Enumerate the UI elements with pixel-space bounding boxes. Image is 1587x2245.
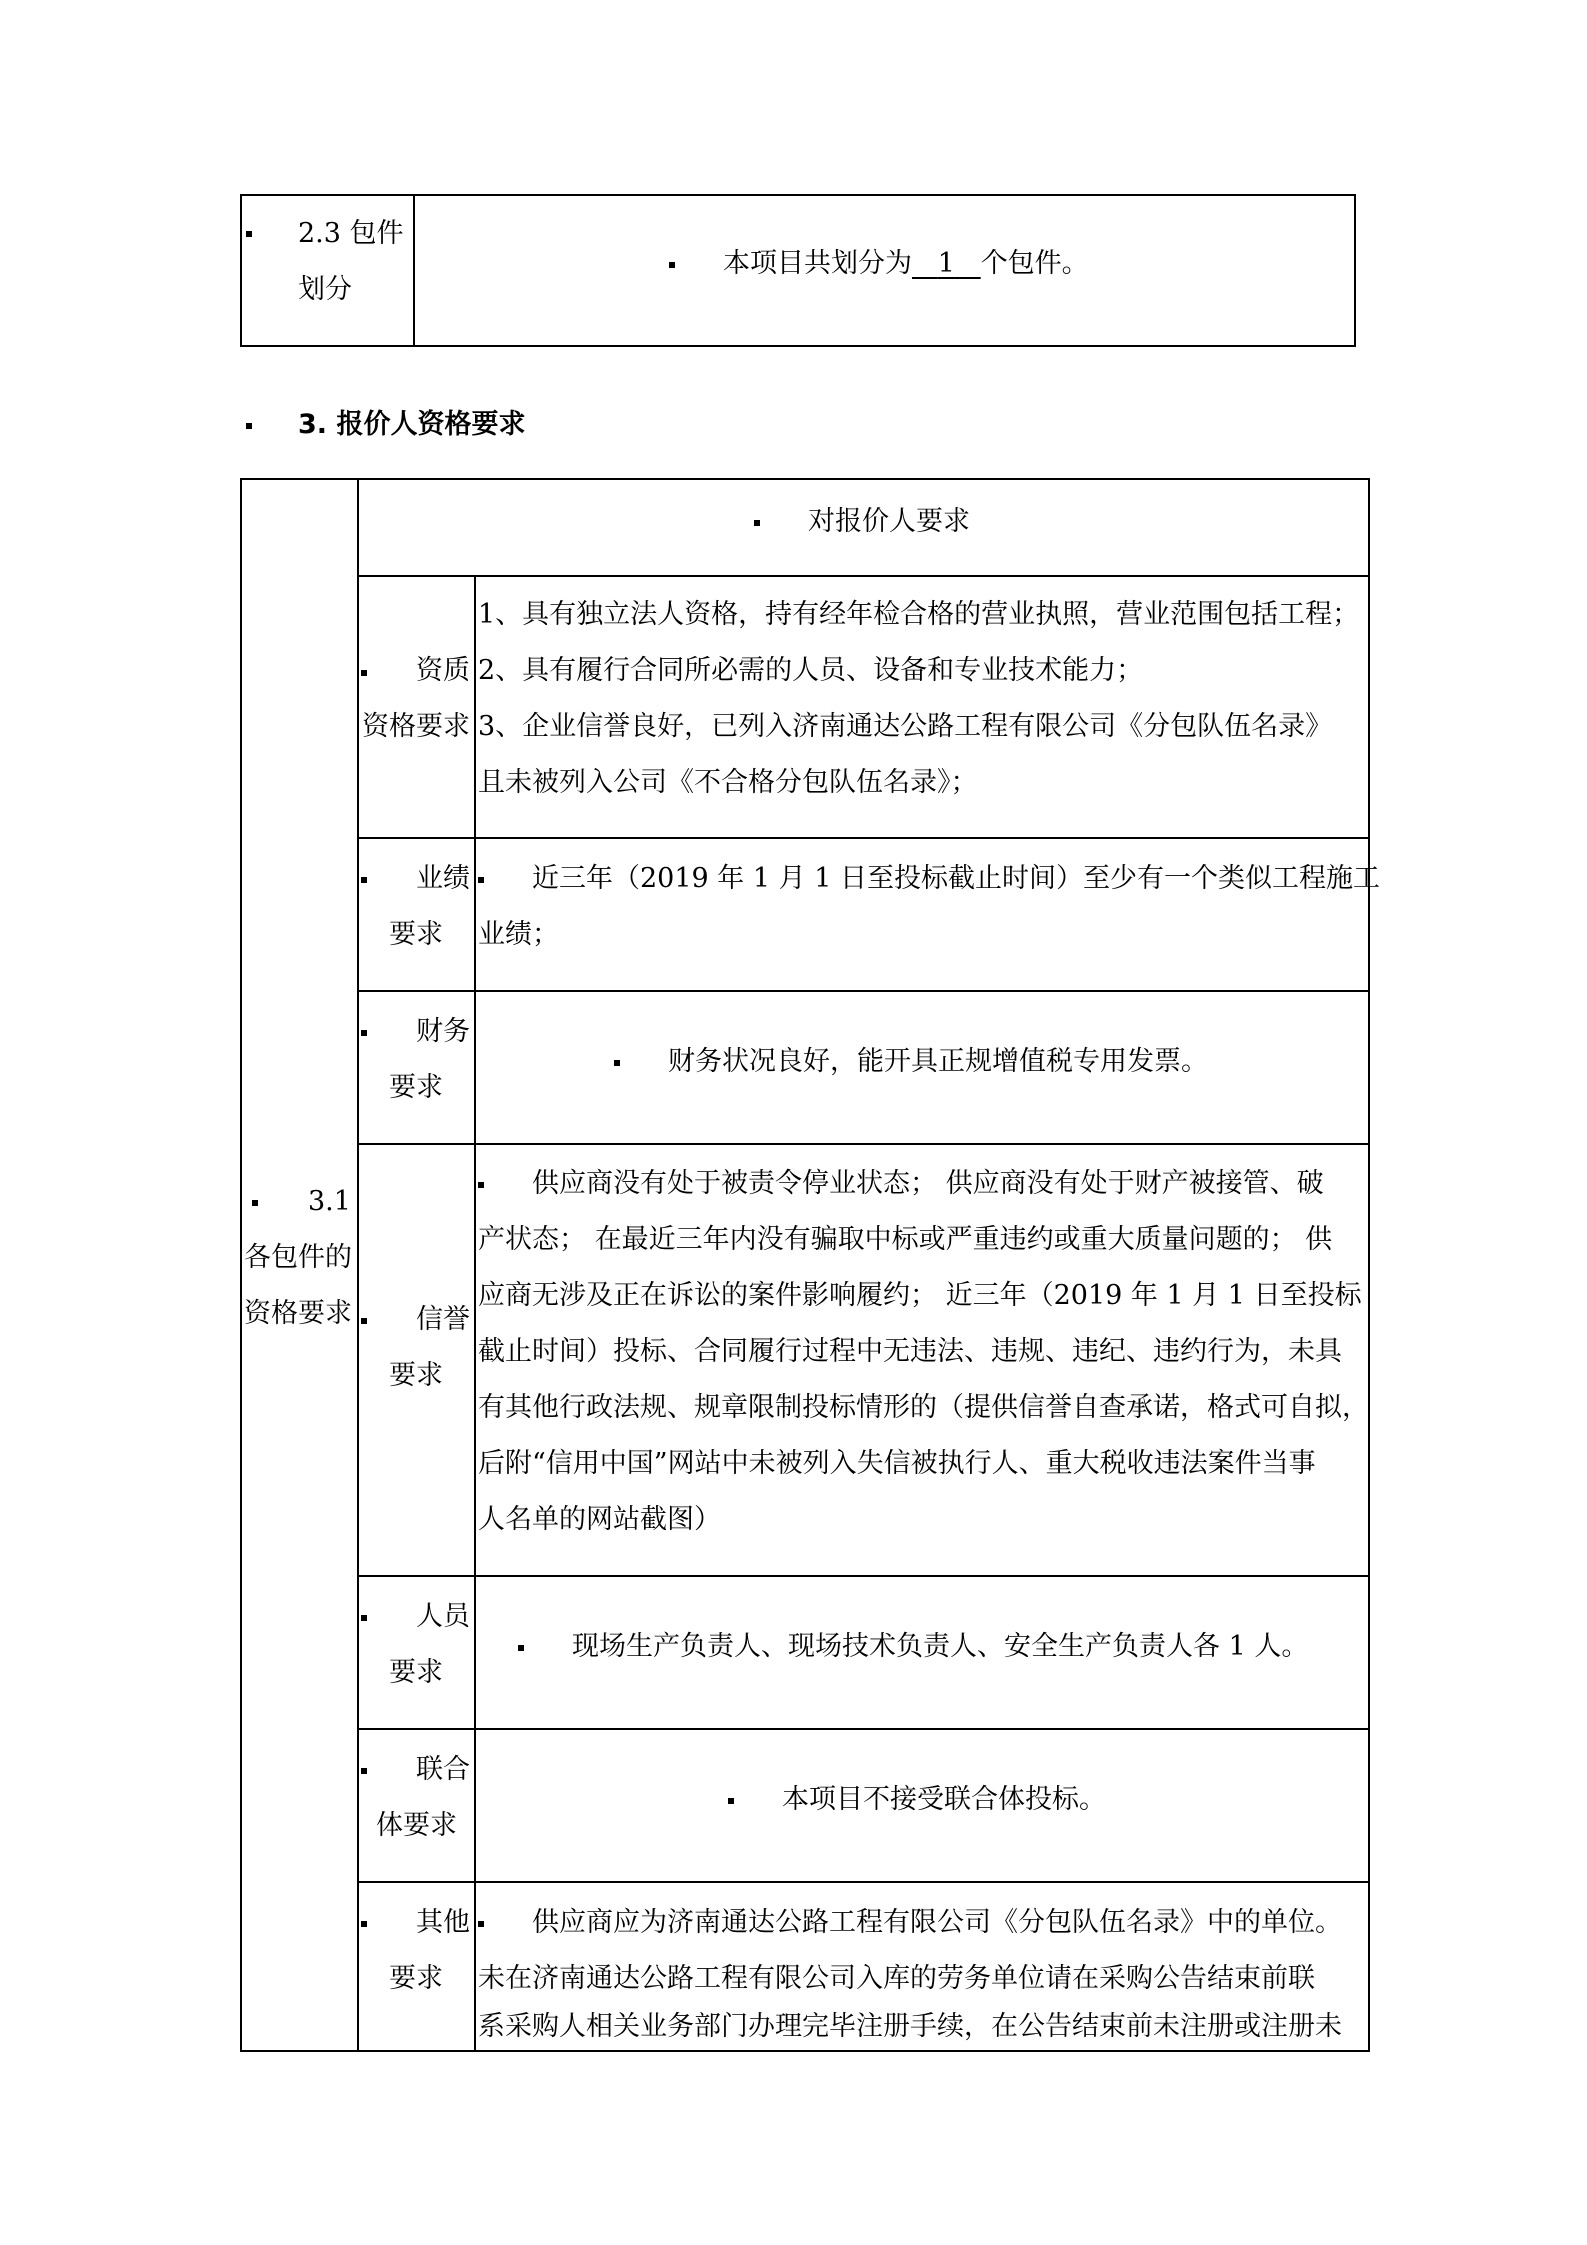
credit-line: 截止时间）投标、合同履行过程中无违法、违规、违纪、违约行为，未具 <box>478 1336 1342 1367</box>
credit-line: 产状态； 在最近三年内没有骗取中标或严重违约或重大质量问题的； 供 <box>478 1224 1333 1255</box>
credit-line: 人名单的网站截图） <box>478 1504 721 1535</box>
credit-line: 有其他行政法规、规章限制投标情形的（提供信誉自查承诺，格式可自拟， <box>478 1392 1369 1423</box>
qualification-line: 1、具有独立法人资格，持有经年检合格的营业执照，营业范围包括工程； <box>478 599 1360 630</box>
other-line: 系采购人相关业务部门办理完毕注册手续，在公告结束前未注册或注册未 <box>478 2011 1342 2042</box>
requirements-header: 对报价人要求 <box>808 506 970 537</box>
row-label-other-line1: 其他 <box>416 1907 470 1938</box>
group-label-line3: 资格要求 <box>244 1298 352 1329</box>
package-content <box>723 236 1089 292</box>
package-count: 1 <box>937 248 955 279</box>
credit-line: 供应商没有处于被责令停业状态； 供应商没有处于财产被接管、破 <box>532 1168 1324 1199</box>
consortium-line: 本项目不接受联合体投标。 <box>782 1784 1106 1815</box>
row-label-other-line2: 要求 <box>389 1963 443 1994</box>
bullet-icon <box>478 1182 484 1188</box>
credit-line: 后附“信用中国”网站中未被列入失信被执行人、重大税收违法案件当事 <box>478 1448 1316 1479</box>
qualification-line: 2、具有履行合同所必需的人员、设备和专业技术能力； <box>478 655 1144 686</box>
qualification-line: 3、企业信誉良好，已列入济南通达公路工程有限公司《分包队伍名录》 <box>478 711 1333 742</box>
row-label-consortium-line2: 体要求 <box>376 1810 457 1841</box>
row-label-personnel-line2: 要求 <box>389 1657 443 1688</box>
section-title: 3. 报价人资格要求 <box>298 409 526 440</box>
bullet-icon <box>478 1921 484 1927</box>
package-label-line2: 划分 <box>298 274 352 305</box>
performance-line: 业绩； <box>478 919 559 950</box>
row-label-credit-line2: 要求 <box>389 1360 443 1391</box>
bullet-icon <box>728 1798 734 1804</box>
row-label-qualification-line2: 资格要求 <box>362 711 470 742</box>
bullet-icon <box>361 1318 367 1324</box>
other-line: 未在济南通达公路工程有限公司入库的劳务单位请在采购公告结束前联 <box>478 1963 1315 1994</box>
package-content-before: 本项目共划分为 <box>723 248 912 279</box>
bullet-icon <box>252 1200 258 1206</box>
bullet-icon <box>669 262 675 268</box>
row-label-performance-line2: 要求 <box>389 919 443 950</box>
bullet-icon <box>614 1060 620 1066</box>
bullet-icon <box>246 231 252 237</box>
bullet-icon <box>246 423 252 429</box>
row-label-consortium-line1: 联合 <box>416 1754 470 1785</box>
bullet-icon <box>361 1030 367 1036</box>
group-label-line1: 3.1 <box>308 1186 351 1217</box>
bullet-icon <box>518 1645 524 1651</box>
bullet-icon <box>361 670 367 676</box>
package-label-line1: 2.3 包件 <box>298 218 404 249</box>
finance-line: 财务状况良好，能开具正规增值税专用发票。 <box>668 1046 1208 1077</box>
bullet-icon <box>361 877 367 883</box>
row-label-qualification-line1: 资质 <box>416 655 470 686</box>
package-content-after: 个包件。 <box>980 248 1089 279</box>
bullet-icon <box>361 1921 367 1927</box>
bullet-icon <box>478 877 484 883</box>
group-label-line2: 各包件的 <box>244 1242 352 1273</box>
other-line: 供应商应为济南通达公路工程有限公司《分包队伍名录》中的单位。 <box>532 1907 1342 1938</box>
qualification-line: 且未被列入公司《不合格分包队伍名录》； <box>478 767 978 798</box>
bullet-icon <box>361 1615 367 1621</box>
personnel-line: 现场生产负责人、现场技术负责人、安全生产负责人各 1 人。 <box>572 1631 1309 1662</box>
row-label-performance-line1: 业绩 <box>416 863 470 894</box>
row-label-finance-line2: 要求 <box>389 1072 443 1103</box>
credit-line: 应商无涉及正在诉讼的案件影响履约； 近三年（2019 年 1 月 1 日至投标 <box>478 1280 1362 1311</box>
bullet-icon <box>361 1768 367 1774</box>
row-label-finance-line1: 财务 <box>416 1016 470 1047</box>
row-label-personnel-line1: 人员 <box>416 1601 470 1632</box>
bullet-icon <box>754 520 760 526</box>
performance-line: 近三年（2019 年 1 月 1 日至投标截止时间）至少有一个类似工程施工 <box>532 863 1380 894</box>
row-label-credit-line1: 信誉 <box>416 1304 470 1335</box>
